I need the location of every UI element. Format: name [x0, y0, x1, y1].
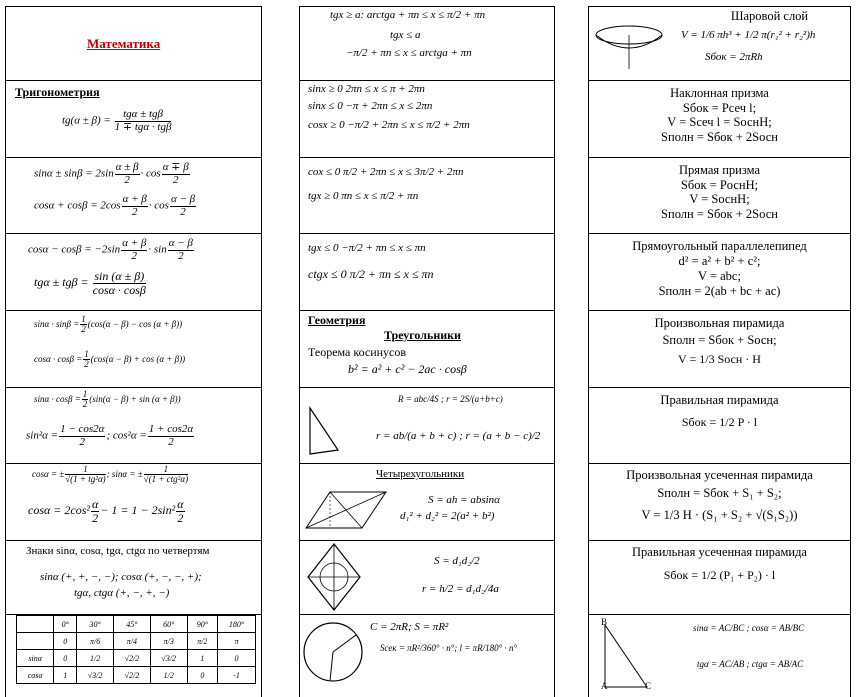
- vertex-b-label: B: [601, 617, 608, 627]
- table-cell: [17, 633, 54, 650]
- table-cell: π/6: [77, 633, 114, 650]
- product-cell-2: [6, 388, 261, 464]
- regular-pyramid-cell: [589, 388, 850, 464]
- tg-le-a: tgx ≤ a: [390, 29, 421, 41]
- circle-figure: [302, 621, 364, 683]
- sin-cos-ratio: sinα = AC/BC ; cosα = AB/BC: [693, 623, 805, 633]
- tg-ctg-inequality-cell: [300, 234, 554, 311]
- radius-formula-1: R = abc/4S ; r = 2S/(a+b+c): [398, 394, 503, 404]
- circle-cell: [300, 615, 554, 697]
- cos-via-tg: cosα = ± $\frac{1}{\text{√(1 + tg²α)}}$ ; sinα = ± 1 √(1 + ctg²α): [32, 464, 189, 485]
- truncated-pyramid-area: Sполн = Sбок + S₁ + S₂;: [657, 486, 782, 500]
- cuboid-diagonal: d² = a² + b² + c²;: [678, 254, 761, 268]
- table-row: [17, 633, 256, 650]
- parallelogram-area: S = ah = absinα: [428, 494, 500, 506]
- tg-ctg-ratio: tgα = AC/AB ; ctgα = AB/AC: [697, 659, 804, 669]
- table-cell: 45°: [114, 616, 151, 633]
- vertex-a-label: A: [601, 681, 608, 691]
- table-cell: π: [218, 633, 256, 650]
- pyramid-cell: [589, 311, 850, 388]
- table-cell: 1/2: [77, 650, 114, 667]
- cosine-theorem-label: Теорема косинусов: [308, 345, 407, 359]
- rhombus-area: S = d₁d₂/2: [434, 555, 480, 567]
- regular-truncated-area: Sбок = 1/2 (P₁ + P₂) · l: [663, 568, 776, 582]
- cos-diff-cell: [6, 234, 261, 311]
- column-stereometry: [588, 6, 851, 697]
- table-cell: 0°: [54, 616, 77, 633]
- table-cell: cosα: [17, 667, 54, 684]
- table-cell: √2/2: [114, 667, 151, 684]
- table-cell: π/2: [187, 633, 217, 650]
- sin-cos-inequality-cell: [300, 81, 554, 158]
- right-triangle-ratios-cell: [589, 615, 850, 697]
- trig-heading: Тригонометрия: [15, 85, 100, 99]
- table-cell: 90°: [187, 616, 217, 633]
- radius-formula-2: r = ab/(a + b + c) ; r = (a + b − c)/2: [376, 430, 541, 442]
- sphere-layer-cell: [589, 7, 850, 81]
- cos-ge-0: cosx ≥ 0 −π/2 + 2πn ≤ x ≤ π/2 + 2πn: [308, 119, 470, 131]
- table-row: [17, 650, 256, 667]
- regular-truncated-title: Правильная усеченная пирамида: [632, 545, 807, 559]
- table-cell: π/3: [150, 633, 187, 650]
- title-cell: [6, 7, 261, 81]
- inclined-prism-title: Наклонная призма: [670, 86, 769, 100]
- regular-pyramid-area: Sбок = 1/2 P · l: [681, 415, 758, 429]
- sin-ge-0: sinx ≥ 0 2πn ≤ x ≤ π + 2πn: [308, 83, 425, 95]
- geometry-heading: Геометрия: [308, 313, 366, 327]
- inclined-prism-total: Sполн = Sбок + 2Sосн: [661, 130, 778, 144]
- rhombus-radius: r = h/2 = d₁d₂/4a: [422, 583, 499, 595]
- signs-cell: [6, 541, 261, 615]
- column-trigonometry: [5, 6, 262, 697]
- parallelogram-diagonals: d₁² + d₂² = 2(a² + b²): [400, 510, 495, 522]
- rhombus-cell: [300, 541, 554, 615]
- sin-sum-cell: [6, 158, 261, 234]
- table-cell: 1: [187, 650, 217, 667]
- inclined-prism-volume: V = Sсеч l = SоснH;: [667, 115, 772, 129]
- identity-cell: [6, 464, 261, 541]
- cos-le-0: cox ≤ 0 π/2 + 2πn ≤ x ≤ 3π/2 + 2πn: [308, 166, 464, 178]
- right-prism-lateral: Sбок = PоснH;: [680, 178, 759, 192]
- cuboid-volume: V = abc;: [698, 269, 741, 283]
- table-cell: 30°: [77, 616, 114, 633]
- sphere-layer-area: Sбок = 2πRh: [705, 51, 763, 63]
- table-cell: 0: [218, 650, 256, 667]
- table-cell: 180°: [218, 616, 256, 633]
- cos-tg-inequality-cell: [300, 158, 554, 234]
- double-angle-formula: sin²α = $\frac{1 - \cos 2\alpha}{2}$ ; cos²α = $\frac{1 + \cos 2\alpha}{2}$: [26, 423, 194, 448]
- tg-ge-0: tgx ≥ 0 πn ≤ x ≤ π/2 + πn: [308, 190, 419, 202]
- right-prism-volume: V = SоснH;: [689, 192, 750, 206]
- truncated-pyramid-title: Произвольная усеченная пирамида: [626, 468, 813, 482]
- signs-line-1: sinα (+, +, −, −); cosα (+, −, −, +);: [40, 571, 202, 583]
- tg-sum-cell: [6, 81, 261, 158]
- table-cell: √2/2: [114, 650, 151, 667]
- parallelogram-figure: [306, 490, 388, 530]
- vertex-c-label: C: [645, 681, 652, 691]
- right-prism-cell: [589, 158, 850, 234]
- table-cell: √3/2: [150, 650, 187, 667]
- regular-pyramid-title: Правильная пирамида: [660, 393, 779, 407]
- rhombus-figure: [308, 544, 360, 610]
- table-header-row: [17, 616, 256, 633]
- sin-le-0: sinx ≤ 0 −π + 2πn ≤ x ≤ 2πn: [308, 100, 433, 112]
- sphere-layer-volume: V = 1/6 πh³ + 1/2 π(r₁² + r₂²)h: [681, 29, 816, 41]
- tg-le-a-range: −π/2 + πn ≤ x ≤ arctga + πn: [346, 47, 472, 59]
- table-cell: 0: [54, 650, 77, 667]
- cos-cos-product: cosα · cosβ = $\frac{1}{2}$ (cos(α − β) + cos (α + β)): [34, 349, 186, 370]
- tg-ge-a: tgx ≥ a: arctga + πn ≤ x ≤ π/2 + πn: [330, 9, 486, 21]
- truncated-pyramid-cell: [589, 464, 850, 541]
- right-prism-total: Sполн = Sбок + 2Sосн: [661, 207, 778, 221]
- pyramid-title: Произвольная пирамида: [654, 316, 785, 330]
- ctg-le-0: ctgx ≤ 0 π/2 + πn ≤ x ≤ πn: [308, 267, 434, 281]
- sin-sin-product: sinα · sinβ = $\frac{1}{2}$ (cos(α − β) − cos (α + β)): [34, 314, 183, 335]
- table-row: [17, 667, 256, 684]
- sphere-layer-figure: [593, 11, 665, 73]
- quads-heading: Четырехугольники: [376, 468, 465, 480]
- table-cell: [17, 616, 54, 633]
- table-cell: π/4: [114, 633, 151, 650]
- triangle-radius-cell: [300, 388, 554, 464]
- signs-line-2: tgα, ctgα (+, −, +, −): [74, 587, 170, 599]
- table-cell: sinα: [17, 650, 54, 667]
- right-prism-title: Прямая призма: [678, 163, 761, 177]
- sin-cos-product: sinα · cosβ = $\frac{1}{2}$ (sin(α − β) + sin (α + β)): [34, 389, 181, 410]
- pyramid-volume: V = 1/3 Sосн · H: [678, 352, 761, 366]
- inclined-prism-lateral: Sбок = Pсеч l;: [682, 101, 757, 115]
- right-triangle-figure: [308, 406, 348, 456]
- table-cell: 60°: [150, 616, 187, 633]
- ratio-triangle-figure: [601, 623, 651, 689]
- circle-length-area: C = 2πR; S = πR²: [370, 621, 449, 633]
- table-cell: 1: [54, 667, 77, 684]
- trig-values-table: [16, 615, 256, 684]
- cos-sum-formula: cosα + cosβ = 2cos $\frac{\alpha + \beta}{2}$ · cos $\frac{\alpha - \beta}{2}$: [34, 193, 196, 218]
- tg-sum-formula: tg(α ± β) = tgα ± tgβ 1 ∓ tgα · tgβ: [62, 108, 172, 133]
- parallelogram-cell: [300, 464, 554, 541]
- truncated-pyramid-volume: V = 1/3 H · (S₁ + S₂ + √(S₁S₂)): [641, 508, 798, 522]
- table-cell: 0: [54, 633, 77, 650]
- tg-sum-sin-formula: tgα ± tgβ = $\frac{\sin (\alpha \pm \beta)}{\cos\alpha \cdot \cos\beta}$: [34, 269, 146, 297]
- cos-diff-formula: cosα − cosβ = −2sin $\frac{\alpha + \beta}{2}$ · sin $\frac{\alpha - \beta}{2}$: [28, 237, 193, 262]
- cuboid-cell: [589, 234, 850, 311]
- page-title: Математика: [87, 36, 161, 51]
- sector-formula: Sсек = πR²/360° · n°; l = πR/180° · n°: [380, 643, 518, 653]
- table-cell: -1: [218, 667, 256, 684]
- pyramid-area: Sполн = Sбок + Sосн;: [662, 333, 777, 347]
- regular-truncated-pyramid-cell: [589, 541, 850, 615]
- column-inequalities-geometry: [299, 6, 555, 697]
- cosine-theorem-cell: [300, 311, 554, 388]
- inclined-prism-cell: [589, 81, 850, 158]
- tg-inequality-cell: [300, 7, 554, 81]
- signs-heading: Знаки sinα, cosα, tgα, ctgα по четвертям: [26, 545, 210, 557]
- cos-half-angle: cosα = 2cos² $\frac{\alpha}{2}$ − 1 = 1 − 2sin² $\frac{\alpha}{2}$: [28, 497, 184, 525]
- cosine-theorem-formula: b² = a² + c² − 2ac · cosβ: [348, 362, 467, 376]
- table-cell: 0: [187, 667, 217, 684]
- table-cell: √3/2: [77, 667, 114, 684]
- sphere-layer-title: Шаровой слой: [730, 9, 809, 23]
- table-cell: 1/2: [150, 667, 187, 684]
- cuboid-area: Sполн = 2(ab + bc + ac): [658, 284, 781, 298]
- tg-le-0: tgx ≤ 0 −π/2 + πn ≤ x ≤ πn: [308, 242, 426, 254]
- product-cell-1: [6, 311, 261, 388]
- cuboid-title: Прямоугольный параллелепипед: [632, 239, 807, 253]
- sin-sum-formula: sinα ± sinβ = 2sin $\frac{\alpha \pm \beta}{2}$ · cos $\frac{\alpha \mp \beta}{2}$: [34, 161, 189, 186]
- triangles-heading: Треугольники: [384, 328, 461, 342]
